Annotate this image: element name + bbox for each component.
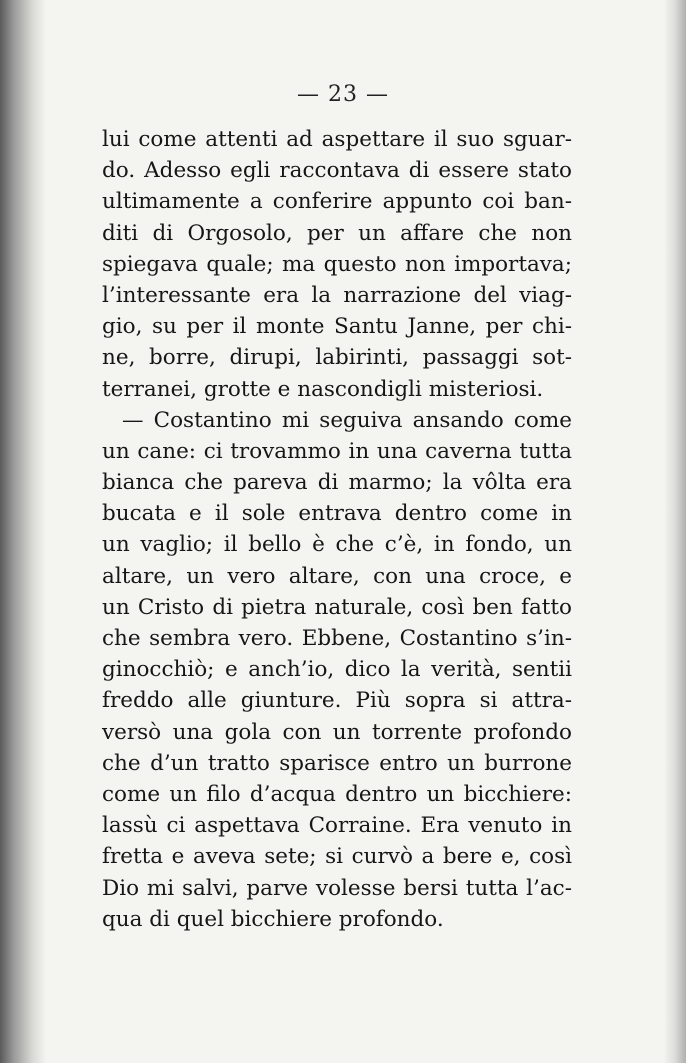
- text-line: do. Adesso egli raccontava di essere stato: [102, 158, 572, 184]
- text-line: che sembra vero. Ebbene, Costantino s’in-: [102, 626, 572, 651]
- text-line: un Cristo di pietra naturale, così ben fatto: [102, 594, 572, 620]
- text-line: un cane: ci trovammo in una caverna tutta: [102, 438, 572, 464]
- text-line: bianca che pareva di marmo; la vôlta era: [102, 470, 572, 496]
- text-line: freddo alle giunture. Più sopra si attra-: [102, 688, 572, 714]
- text-line: diti di Orgosolo, per un affare che non: [102, 220, 572, 246]
- text-line: bucata e il sole entrava dentro come in: [102, 501, 572, 527]
- text-line: un vaglio; il bello è che c’è, in fondo, un: [102, 532, 572, 558]
- text-line: Dio mi salvi, parve volesse bersi tutta l’ac-: [102, 875, 572, 901]
- body-text: [102, 124, 572, 935]
- page-number: — 23 —: [297, 82, 389, 107]
- text-line: lui come attenti ad aspettare il suo sguar-: [102, 127, 572, 152]
- text-line: fretta e aveva sete; si curvò a bere e, così: [102, 844, 572, 870]
- text-line: qua di quel bicchiere profondo.: [102, 906, 444, 932]
- binding-shadow: [0, 0, 46, 1063]
- text-line: lassù ci aspettava Corraine. Era venuto in: [102, 813, 572, 839]
- text-line: l’interessante era la narrazione del viag-: [102, 282, 572, 308]
- text-line: versò una gola con un torrente profondo: [102, 719, 572, 745]
- text-line: ultimamente a conferire appunto coi ban-: [102, 189, 572, 215]
- text-line: come un filo d’acqua dentro un bicchiere:: [102, 781, 572, 807]
- page-edge-shadow: [664, 0, 686, 1063]
- text-line: che d’un tratto sparisce entro un burrone: [102, 750, 572, 776]
- text-line: spiegava quale; ma questo non importava;: [102, 251, 572, 277]
- text-line: ginocchiò; e anch’io, dico la verità, sentii: [102, 657, 572, 683]
- text-line: ne, borre, dirupi, labirinti, passaggi sot-: [102, 345, 572, 371]
- text-line: altare, un vero altare, con una croce, e: [102, 563, 572, 589]
- text-line: — Costantino mi seguiva ansando come: [122, 407, 572, 433]
- text-line: gio, su per il monte Santu Janne, per chi-: [102, 314, 572, 340]
- text-line: terranei, grotte e nascondigli misteriosi.: [102, 376, 544, 402]
